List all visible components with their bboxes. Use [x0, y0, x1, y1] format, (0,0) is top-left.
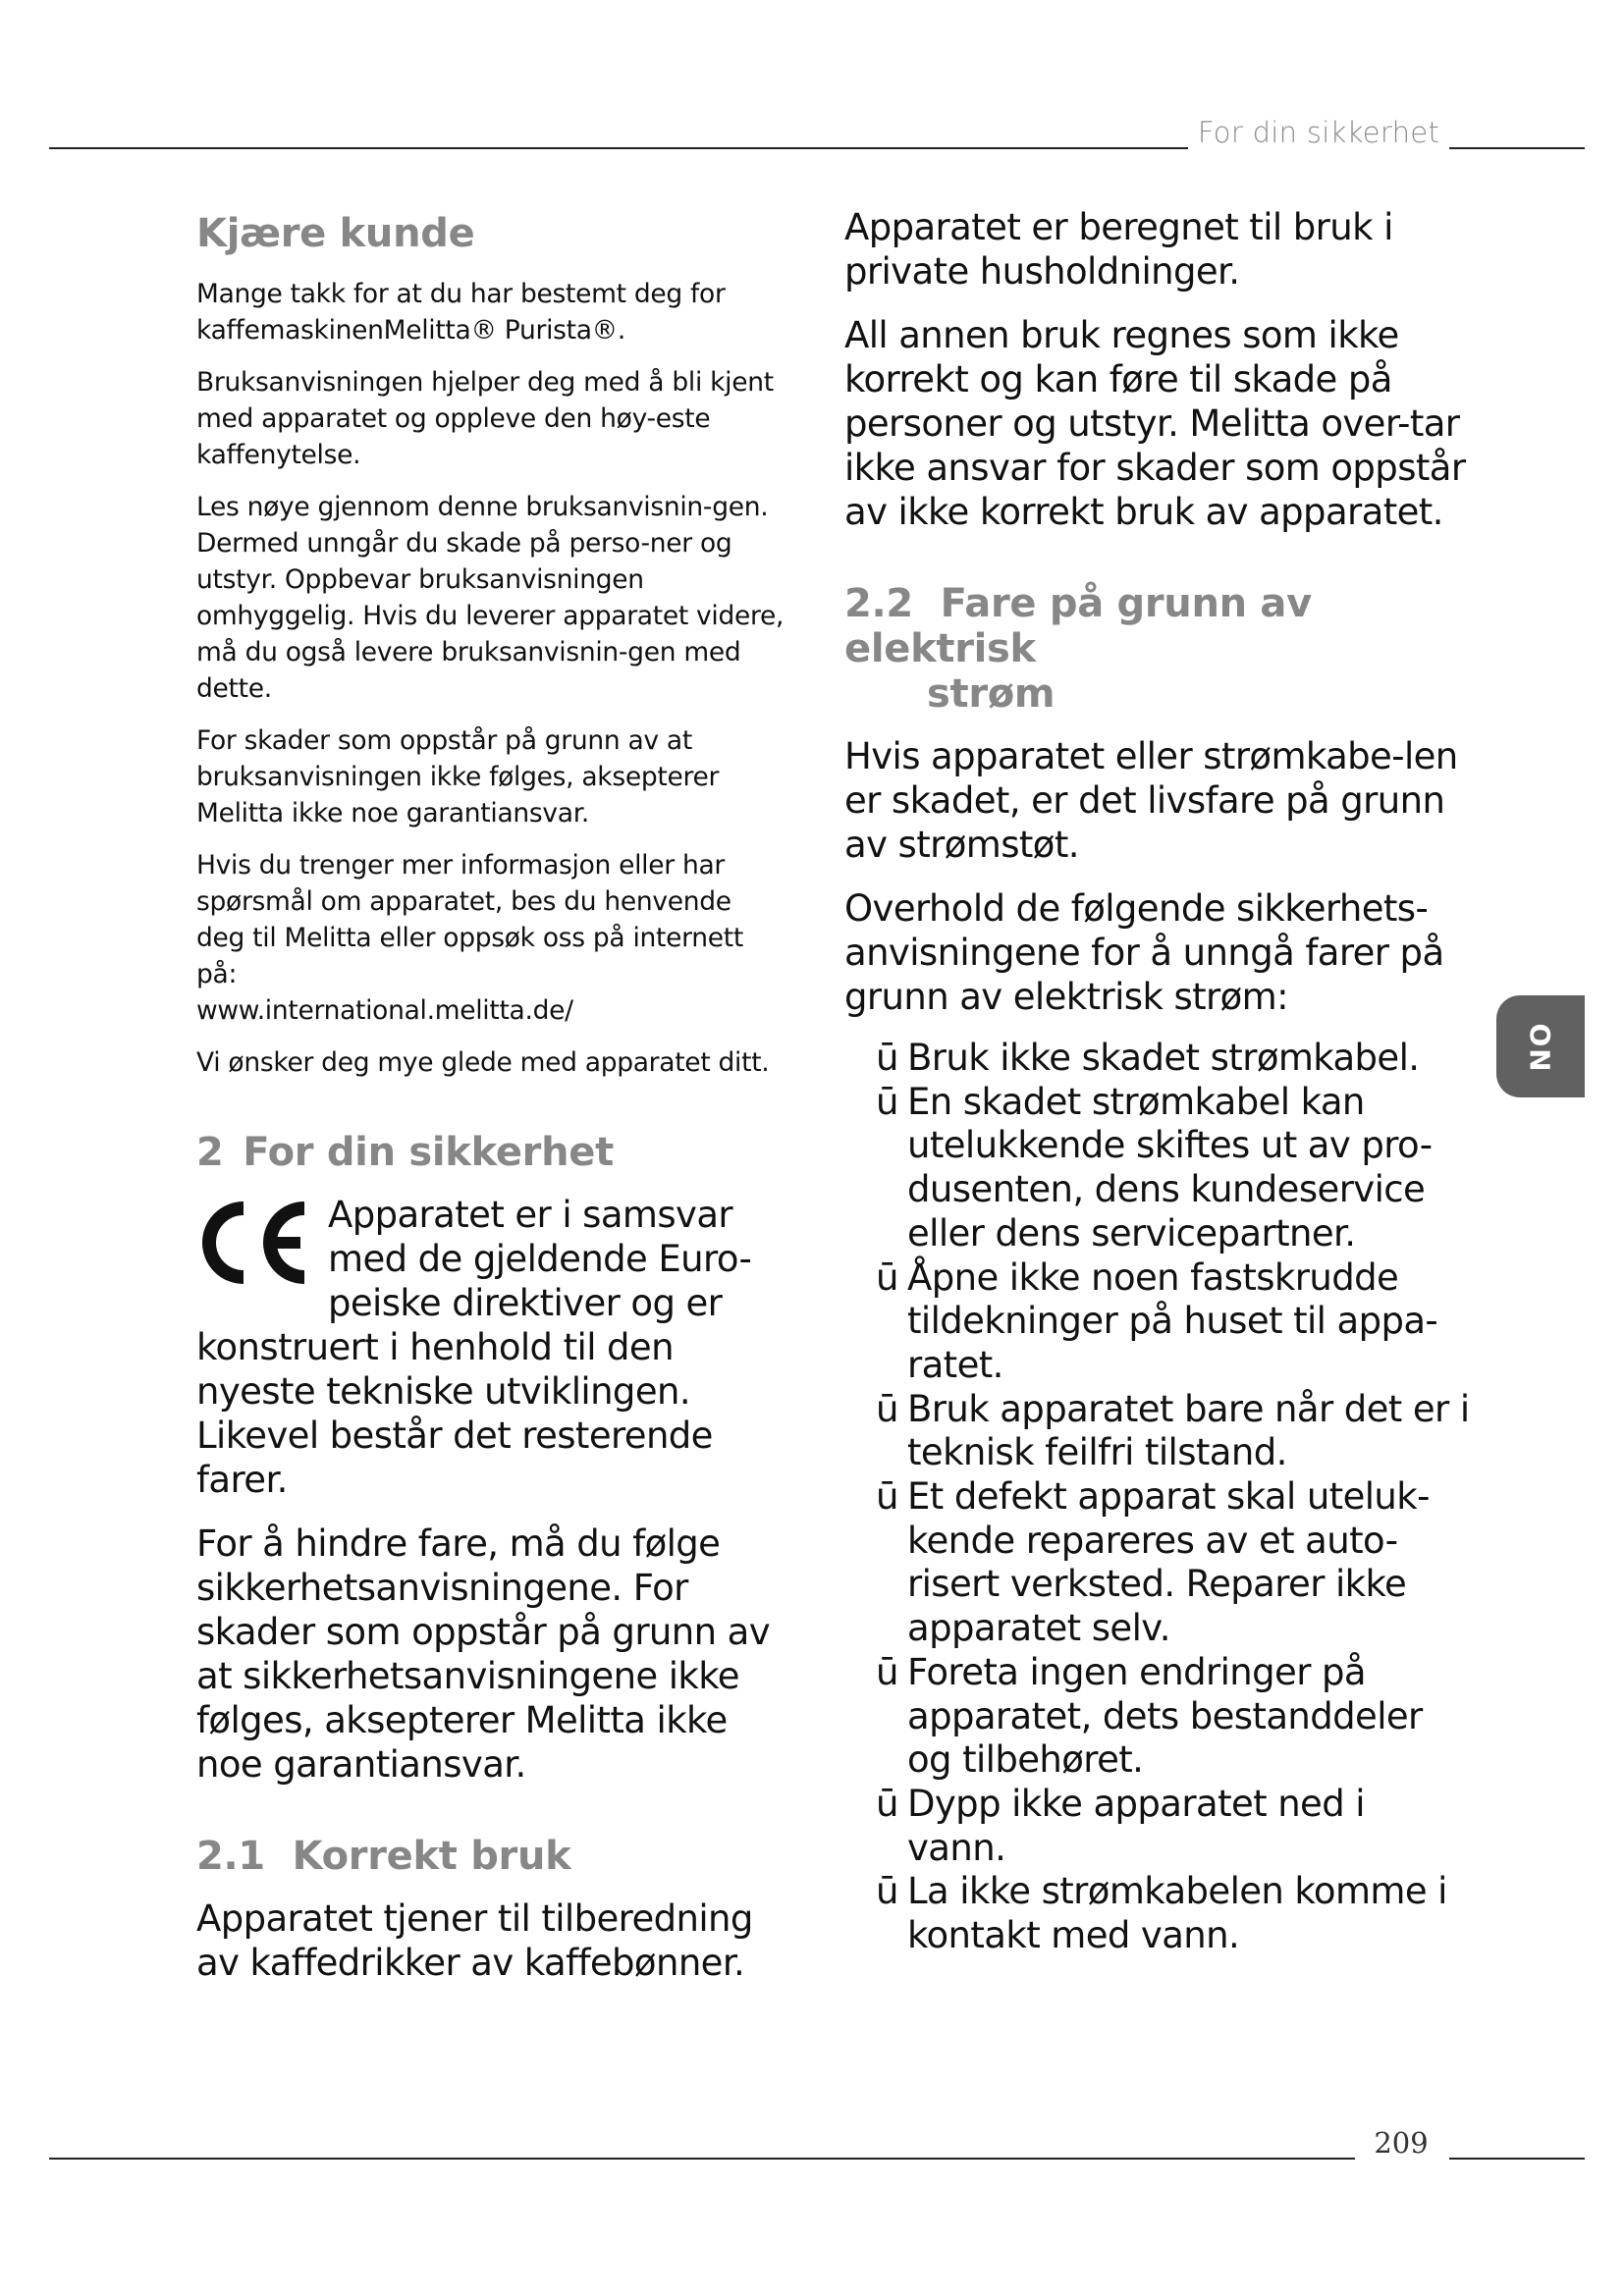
bullet-marker: ū: [876, 1255, 898, 1299]
left-column: [196, 201, 785, 2004]
bullet-marker: ū: [876, 1650, 898, 1693]
melitta-url: www.international.melitta.de/: [196, 995, 573, 1026]
section-title: Fare på grunn av elektrisk: [844, 581, 1312, 671]
section-number: 2: [196, 1130, 224, 1175]
page-number: 209: [1374, 2126, 1429, 2160]
bullet-marker: ū: [876, 1037, 898, 1079]
list-item-text: Bruk apparatet bare når det er i teknisk feilfri tilstand.: [907, 1387, 1470, 1474]
header-rule-left: [49, 147, 1188, 149]
correct-use-paragraph: Apparatet tjener til tilberedning av kaffedrikker av kaffebønner.: [196, 1897, 753, 1984]
list-item: [876, 1081, 1473, 1256]
intro-contact-paragraph: [196, 847, 785, 1029]
electrical-hazard-paragraph: Overhold de følgende sikkerhets-anvisningene for å unngå farer på grunn av elektrisk strøm:: [844, 887, 1444, 1018]
electrical-safety-list: [844, 1037, 1473, 1958]
list-item: [876, 1475, 1473, 1651]
correct-use-paragraph: Apparatet er beregnet til bruk i private husholdninger.: [844, 206, 1393, 293]
header-rule-right: [1449, 147, 1585, 149]
bullet-marker: ū: [876, 1782, 898, 1825]
intro-paragraph: Les nøye gjennom denne bruksanvisnin-gen. Dermed unngår du skade på perso-ner og utstyr. Oppbevar bruksanvisningen omhyggelig. Hvis du leverer apparatet videre, må du også levere bruksanvisnin-gen med dette.: [196, 492, 785, 704]
intro-title: Kjære kunde: [196, 211, 475, 256]
list-item: [876, 1870, 1473, 1957]
list-item-text: La ikke strømkabelen komme i kontakt med vann.: [907, 1870, 1447, 1957]
list-item-text: Et defekt apparat skal uteluk-kende repareres av et auto-risert verksted. Reparer ikke apparatet selv.: [907, 1475, 1430, 1650]
intro-paragraph: Mange takk for at du har bestemt deg for kaffemaskinenMelitta® Purista®.: [196, 279, 726, 346]
list-item: [876, 1388, 1473, 1475]
section-heading-2: [196, 1130, 785, 1175]
section-title: For din sikkerhet: [243, 1130, 614, 1175]
ce-conformity-block: [196, 1193, 785, 1502]
footer-rule-left: [49, 2158, 1355, 2160]
safety-paragraph: For å hindre fare, må du følge sikkerhetsanvisningene. For skader som oppstår på grunn av at sikkerhetsanvisningene ikke følges, aksepterer Melitta ikke noe garantiansvar.: [196, 1522, 771, 1786]
list-item-text: Bruk ikke skadet strømkabel.: [907, 1037, 1420, 1079]
bullet-marker: ū: [876, 1387, 898, 1430]
list-item: [876, 1256, 1473, 1388]
bullet-marker: ū: [876, 1080, 898, 1123]
right-column: [844, 201, 1473, 1958]
list-item-text: Dypp ikke apparatet ned i vann.: [907, 1782, 1365, 1869]
footer-rule-right: [1449, 2158, 1585, 2160]
bullet-marker: ū: [876, 1475, 898, 1519]
intro-closing: Vi ønsker deg mye glede med apparatet ditt.: [196, 1047, 770, 1078]
ce-mark-icon: [196, 1201, 312, 1285]
list-item: [876, 1783, 1473, 1870]
language-tab-label: NO: [1524, 1021, 1557, 1072]
section-heading-2-2: [844, 581, 1473, 717]
list-item-text: Foreta ingen endringer på apparatet, dets bestanddeler og tilbehøret.: [907, 1650, 1423, 1782]
intro-paragraph: Bruksanvisningen hjelper deg med å bli kjent med apparatet og oppleve den høy-este kaffenytelse.: [196, 367, 774, 470]
running-header: For din sikkerhet: [1197, 116, 1440, 149]
bullet-marker: ū: [876, 1870, 898, 1913]
section-heading-2-1: [196, 1834, 785, 1879]
list-item: [876, 1037, 1473, 1081]
intro-contact-text: Hvis du trenger mer informasjon eller har spørsmål om apparatet, bes du henvende deg til Melitta eller oppsøk oss på internett på:: [196, 850, 743, 989]
electrical-hazard-paragraph: Hvis apparatet eller strømkabe-len er skadet, er det livsfare på grunn av strømstøt.: [844, 735, 1458, 866]
ce-text: Apparatet er i samsvar med de gjeldende Euro-peiske direktiver og er konstruert i henhold til den nyeste tekniske utviklingen. Likevel består det resterende farer.: [196, 1194, 752, 1501]
list-item-text: Åpne ikke noen fastskrudde tildekninger på huset til appa-ratet.: [907, 1255, 1438, 1386]
list-item-text: En skadet strømkabel kan utelukkende skiftes ut av pro-dusenten, dens kundeservice eller dens servicepartner.: [907, 1080, 1433, 1255]
section-number: 2.1: [196, 1834, 265, 1879]
language-tab: [1496, 995, 1585, 1097]
section-number: 2.2: [844, 581, 913, 626]
section-title: Korrekt bruk: [292, 1834, 571, 1879]
intro-paragraph: For skader som oppstår på grunn av at bruksanvisningen ikke følges, aksepterer Melitta ikke noe garantiansvar.: [196, 725, 720, 828]
list-item: [876, 1651, 1473, 1783]
section-title-continued: strøm: [927, 671, 1056, 717]
correct-use-paragraph: All annen bruk regnes som ikke korrekt og kan føre til skade på personer og utstyr. Melitta over-tar ikke ansvar for skader som oppstår av ikke korrekt bruk av apparatet.: [844, 314, 1466, 533]
